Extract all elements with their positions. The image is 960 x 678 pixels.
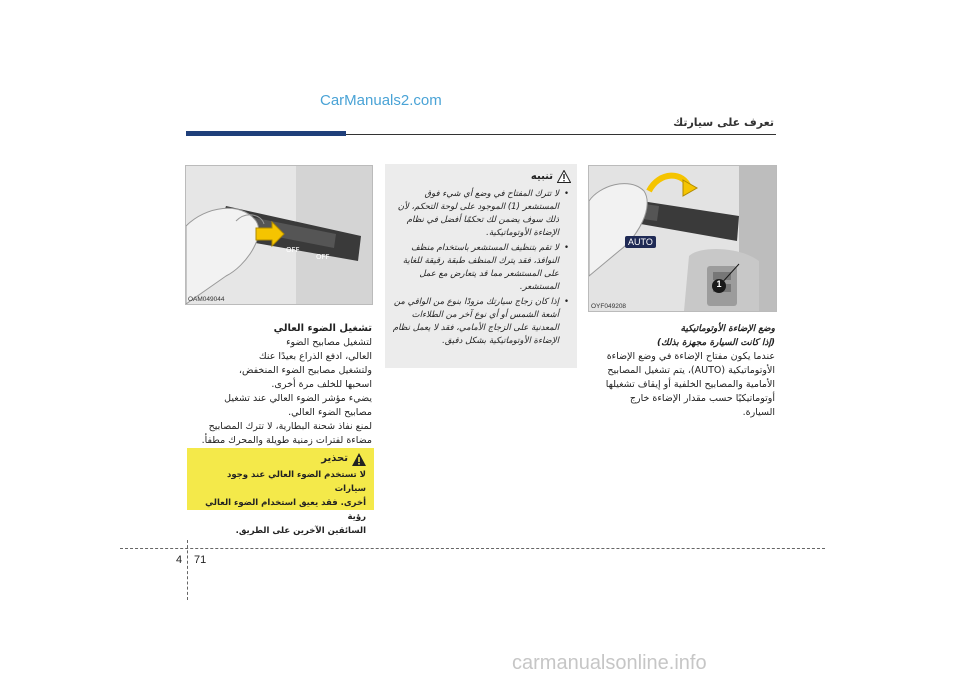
high-beam-line-6: مصابيح الضوء العالي.: [288, 407, 372, 418]
high-beam-line-4: اسحبها للخلف مرة أخرى.: [271, 379, 372, 390]
caution-title: تحذير: [321, 453, 348, 464]
caution-line-3: السائقين الآخرين على الطريق.: [235, 526, 366, 536]
watermark-top: CarManuals2.com: [320, 92, 442, 109]
auto-light-line-3: الأمامية والمصابيح الخلفية أو إيقاف تشغيلها: [605, 379, 775, 390]
high-beam-line-8: مضاءة لفترات زمنية طويلة والمحرك مطفأ.: [201, 435, 372, 446]
high-beam-line-1: لتشغيل مصابيح الضوء: [286, 337, 372, 348]
auto-light-line-1: عندما يكون مفتاح الإضاءة في وضع الإضاءة: [606, 351, 775, 362]
warning-icon: [557, 170, 571, 183]
high-beam-line-7: لمنع نفاذ شحنة البطارية، لا تترك المصابيح: [208, 421, 372, 432]
notice-box: [385, 164, 577, 368]
high-beam-line-2: العالي، ادفع الذراع بعيدًا عنك: [258, 351, 372, 362]
warning-icon: [352, 453, 366, 466]
notice-item: • لا تقم بتنظيف المستشعر باستخدام منظف النوافذ، فقد يترك المنظف طبقة رقيقة للغاية على المستشعر مما قد يتعارض مع عمل المستشعر.: [391, 242, 569, 294]
callout-number: 1: [716, 279, 722, 289]
svg-text:OFF: OFF: [286, 246, 300, 254]
page-header-title: تعرف على سيارتك: [673, 116, 774, 129]
footer-rule: [120, 548, 825, 549]
figure-code-left: OAM049044: [188, 296, 225, 303]
auto-light-figure: [588, 165, 777, 312]
notice-title: تنبيه: [530, 171, 553, 182]
figure-code-right: OYF049208: [591, 303, 627, 310]
caution-body: [194, 468, 366, 538]
high-beam-heading: تشغيل الضوء العالي: [273, 323, 372, 334]
chapter-number: 4: [176, 554, 183, 566]
watermark-bottom: carmanualsonline.info: [512, 652, 707, 674]
high-beam-line-5: يضيء مؤشر الضوء العالي عند تشغيل: [224, 393, 372, 404]
notice-list: [391, 188, 569, 350]
svg-text:OFF: OFF: [316, 253, 330, 261]
high-beam-illustration: [186, 166, 372, 304]
auto-light-section: [588, 322, 775, 420]
auto-light-line-4: أوتوماتيكيًا حسب مقدار الإضاءة خارج: [629, 393, 775, 404]
auto-light-line-2: الأوتوماتيكية (AUTO)، يتم تشغيل المصابيح: [607, 365, 775, 376]
footer-divider: [187, 540, 188, 600]
auto-light-line-5: السيارة.: [742, 407, 775, 418]
high-beam-figure: [185, 165, 373, 305]
caution-box: [187, 448, 374, 536]
auto-light-illustration: [589, 166, 776, 311]
notice-header: [531, 170, 571, 183]
caution-line-2: أخرى. فقد يعيق استخدام الضوء العالي رؤية: [205, 498, 366, 522]
notice-item: • لا تترك المفتاح في وضع أي شيء فوق المستشعر (1) الموجود على لوحة التحكم، لأن ذلك سوف يضمن لك تحكمًا أفضل في نظام الإضاءة الأوتوماتيكية.: [391, 188, 569, 240]
caution-line-1: لا تستخدم الضوء العالي عند وجود سيارات: [226, 470, 366, 494]
high-beam-line-3: ولتشغيل مصابيح الضوء المنخفض،: [238, 365, 372, 376]
caution-header: [321, 452, 366, 466]
notice-item: • إذا كان زجاج سيارتك مزودًا بنوع من الواقي من أشعة الشمس أو أي نوع آخر من الطلاءات المعدنية على الزجاج الأمامي، فقد لا يعمل نظام الإضاءة الأوتوماتيكية بشكل دقيق.: [391, 296, 569, 348]
header-accent-bar: [186, 131, 346, 136]
page-number: 71: [194, 554, 207, 566]
auto-light-subheading: (إذا كانت السيارة مجهزة بذلك): [657, 338, 775, 348]
auto-light-heading: وضع الإضاءة الأوتوماتيكية: [680, 324, 775, 334]
high-beam-section: [186, 322, 372, 448]
auto-label: AUTO: [625, 236, 656, 248]
